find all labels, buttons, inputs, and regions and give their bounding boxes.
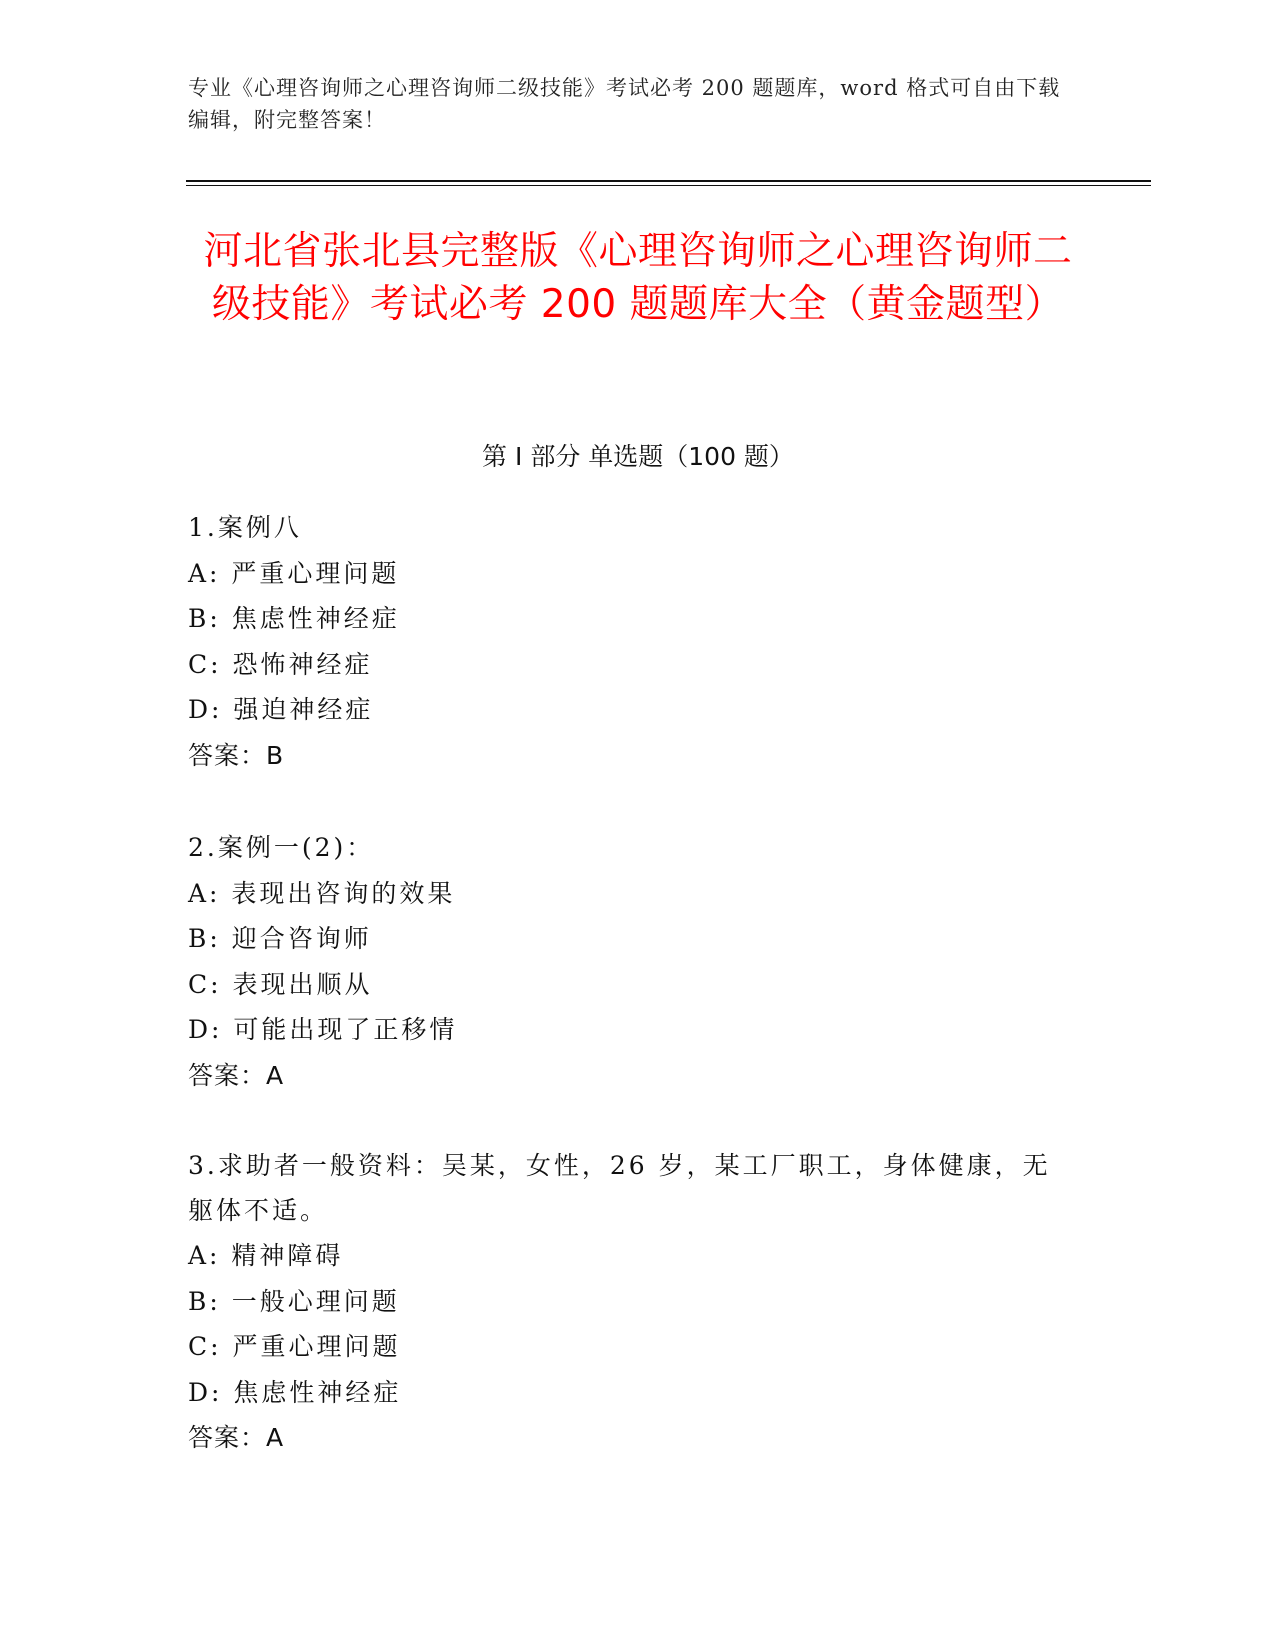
header-rule-thin: [186, 185, 1151, 186]
question-stem: 1.案例八: [188, 513, 302, 542]
option-b: B: 一般心理问题: [188, 1286, 400, 1316]
option-a: A: 表现出咨询的效果: [188, 878, 456, 908]
option-b: B: 迎合咨询师: [188, 924, 372, 953]
answer: 答案：A: [188, 1060, 285, 1090]
option-d: D: 焦虑性神经症: [188, 1377, 402, 1407]
option-b: B: 焦虑性神经症: [188, 604, 400, 633]
header-rule-thick: [186, 180, 1151, 182]
option-d: D: 可能出现了正移情: [188, 1015, 458, 1044]
answer: 答案：A: [188, 1423, 285, 1452]
option-c: C: 表现出顺从: [188, 969, 373, 999]
option-d: D: 强迫神经症: [188, 695, 374, 724]
option-a: A: 精神障碍: [188, 1241, 344, 1270]
question-stem: 2.案例一(2)：: [188, 833, 375, 862]
option-c: C: 恐怖神经症: [188, 649, 373, 679]
header-note: 专业《心理咨询师之心理咨询师二级技能》考试必考 200 题题库，word 格式可自由下载编辑，附完整答案！: [188, 76, 1061, 132]
section-heading: 第 I 部分 单选题（100 题）: [482, 442, 794, 471]
question-1: [188, 505, 1068, 778]
question-stem: 3.求助者一般资料：吴某，女性，26 岁，某工厂职工，身体健康，无躯体不适。: [188, 1151, 1051, 1225]
answer: 答案：B: [188, 740, 285, 770]
option-c: C: 严重心理问题: [188, 1332, 401, 1361]
document-title: 河北省张北县完整版《心理咨询师之心理咨询师二级技能》考试必考 200 题题库大全（黄金题型）: [203, 229, 1073, 327]
option-a: A: 严重心理问题: [188, 558, 400, 588]
question-2: [188, 825, 1068, 1098]
question-3: [188, 1143, 1068, 1461]
